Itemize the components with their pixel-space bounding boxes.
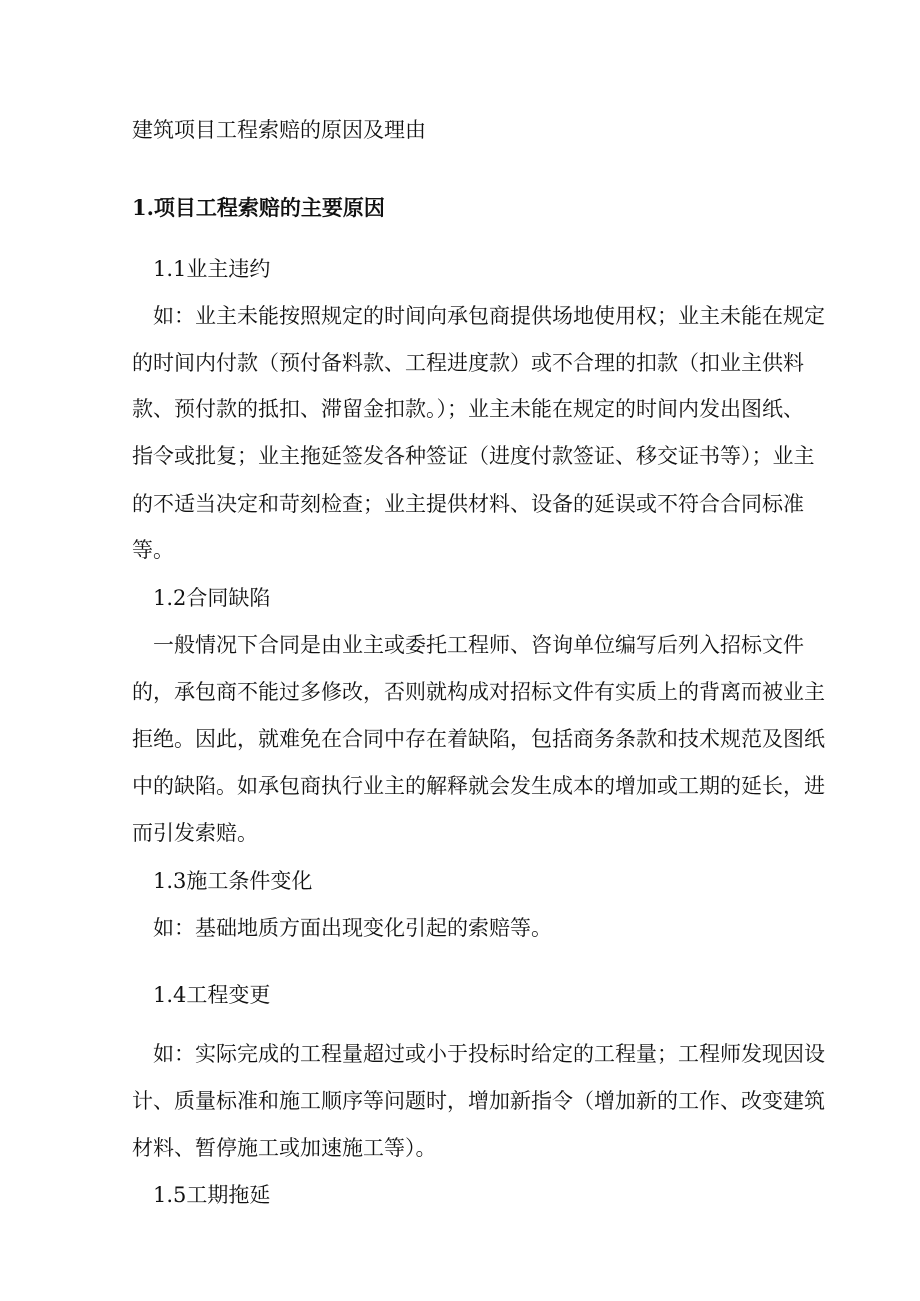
paragraph-line: 如：实际完成的工程量超过或小于投标时给定的工程量；工程师发现因设 xyxy=(153,1042,825,1066)
section-1-3-heading: 1.3施工条件变化 xyxy=(153,869,313,893)
section-1-1-heading: 1.1业主违约 xyxy=(153,257,271,281)
paragraph-line: 计、质量标准和施工顺序等问题时，增加新指令（增加新的工作、改变建筑 xyxy=(132,1089,825,1113)
section-1-5-heading: 1.5工期拖延 xyxy=(153,1183,271,1207)
paragraph-line: 一般情况下合同是由业主或委托工程师、咨询单位编写后列入招标文件 xyxy=(153,633,804,657)
paragraph-line: 拒绝。因此，就难免在合同中存在着缺陷，包括商务条款和技术规范及图纸 xyxy=(132,727,825,751)
section-1-4-heading: 1.4工程变更 xyxy=(153,983,271,1007)
paragraph-line: 的时间内付款（预付备料款、工程进度款）或不合理的扣款（扣业主供料 xyxy=(132,351,804,375)
paragraph-line: 如：业主未能按照规定的时间向承包商提供场地使用权；业主未能在规定 xyxy=(153,304,825,328)
paragraph-line: 等。 xyxy=(132,538,174,562)
paragraph-line: 的，承包商不能过多修改，否则就构成对招标文件有实质上的背离而被业主 xyxy=(132,680,825,704)
section-1-heading: 1.项目工程索赔的主要原因 xyxy=(132,195,385,220)
paragraph-line: 如：基础地质方面出现变化引起的索赔等。 xyxy=(153,916,552,940)
section-1-2-heading: 1.2合同缺陷 xyxy=(153,586,271,610)
paragraph-line: 中的缺陷。如承包商执行业主的解释就会发生成本的增加或工期的延长，进 xyxy=(132,774,825,798)
paragraph-line: 材料、暂停施工或加速施工等）。 xyxy=(132,1136,437,1160)
document-title: 建筑项目工程索赔的原因及理由 xyxy=(132,118,426,142)
paragraph-line: 的不适当决定和苛刻检查；业主提供材料、设备的延误或不符合合同标准 xyxy=(132,492,804,516)
paragraph-line: 指令或批复；业主拖延签发各种签证（进度付款签证、移交证书等）；业主 xyxy=(132,444,815,468)
paragraph-line: 而引发索赔。 xyxy=(132,821,258,845)
paragraph-line: 款、预付款的抵扣、滞留金扣款。）；业主未能在规定的时间内发出图纸、 xyxy=(132,397,804,421)
